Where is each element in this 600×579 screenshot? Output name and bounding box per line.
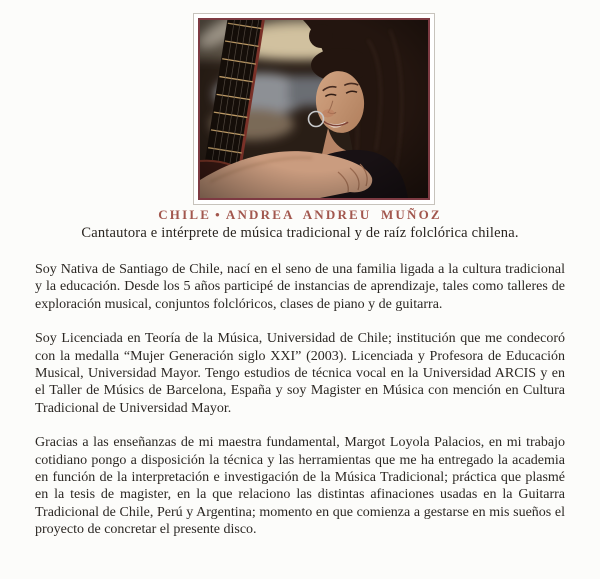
bullet-separator: • (215, 207, 222, 222)
artist-subtitle: Cantautora e intérprete de música tradicional y de raíz folclórica chilena. (81, 225, 519, 241)
artist-title (0, 207, 600, 223)
bio-paragraph-2: Soy Licenciada en Teoría de la Música, Universidad de Chile; institución que me condecoró con la medalla “Mujer Generación siglo XXI” (2003). Licenciada y Profesora de Educación Musical, Universidad Mayor. Tengo estudios de técnica vocal en la Universidad ARCIS y en el Taller de Músics de Barcelona, España y soy Magister en Música con mención en Cultura Tradicional de Universidad Mayor. (35, 331, 565, 416)
photo-frame (193, 13, 435, 205)
country-label: CHILE (158, 207, 212, 222)
photo-matte (198, 18, 430, 200)
bio-paragraph-3: Gracias a las enseñanzas de mi maestra fundamental, Margot Loyola Palacios, en mi trabajo cotidiano pongo a disposición la técnica y las herramientas que me ha entregado la academia en función de la interpretación e investigación de la Música Tradicional; práctica que plasmé en la tesis de magister, en la que relaciono las distintas afinaciones usadas en la Guitarra Tradicional de Chile, Perú y Argentina; momento en que comienza a gestarse en mis sueños el proyecto de concretar el presente disco. (35, 435, 565, 538)
vignette (200, 20, 428, 198)
portrait-photo (200, 20, 428, 198)
biography (35, 261, 565, 556)
artist-name: ANDREA ANDREU MUÑOZ (225, 207, 442, 222)
bio-paragraph-1: Soy Nativa de Santiago de Chile, nací en el seno de una familia ligada a la cultura tradicional y la educación. Desde los 5 años participé de instancias de aprendizaje, tales como talleres de exploración musical, conjuntos folclóricos, clases de piano y de guitarra. (35, 262, 565, 312)
